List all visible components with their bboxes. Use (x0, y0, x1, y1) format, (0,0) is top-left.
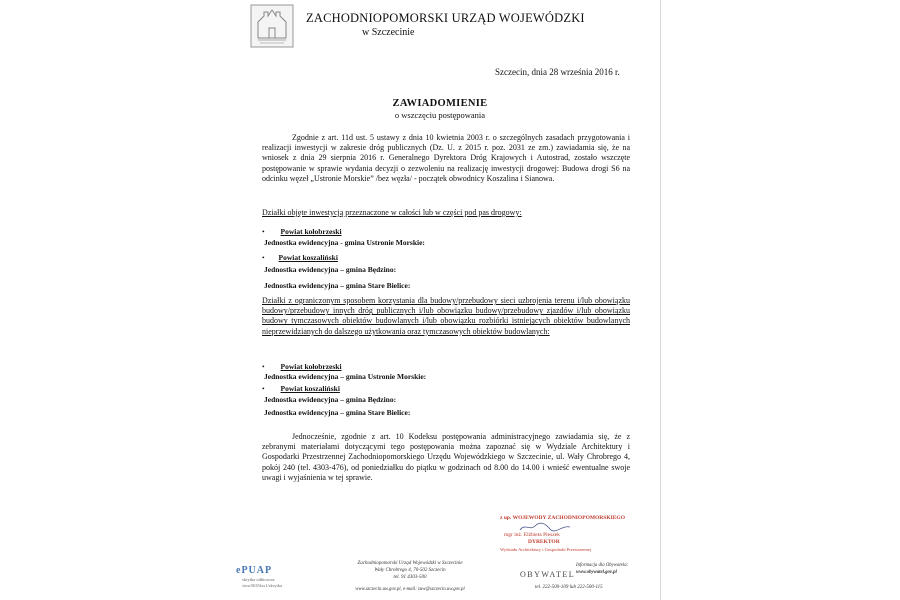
section1-heading: Działki objęte inwestycją przeznaczone w całości lub w części pod pas drogowy: (262, 208, 522, 217)
section1-powiat1-item (262, 227, 342, 236)
obywatel-link[interactable]: www.obywatel.gov.pl (576, 569, 617, 575)
footer-address-line2: Wały Chrobrego 4, 70-502 Szczecin (374, 568, 446, 573)
document-page (230, 0, 650, 600)
footer-address-line1: Zachodniopomorski Urząd Wojewódzki w Szczecinie (357, 561, 463, 566)
section2-ev1: Jednostka ewidencyjna – gmina Ustronie Morskie: (264, 372, 427, 381)
section1-ev1: Jednostka ewidencyjna - gmina Ustronie Morskie: (264, 238, 425, 247)
director-stamp (500, 515, 625, 555)
office-name: ZACHODNIOPOMORSKI URZĄD WOJEWÓDZKI (306, 11, 585, 25)
obywatel-tel: tel. 222-500-109 lub 222-500-115 (535, 585, 603, 590)
intro-paragraph: Zgodnie z art. 11d ust. 5 ustawy z dnia 10 kwietnia 2003 r. o szczególnych zasadach przygotowania i realizacji inwestycji w zakresie dróg publicznych (Dz. U. z 2015 r. poz. 2031 ze zm.) zawiadamia się, że na wniosek z dnia 29 sierpnia 2016 r. Generalnego Dyrektora Dróg Krajowych i Autostrad, zostało wszczęte postępowanie w sprawie wydania decyzji o zezwoleniu na realizację inwestycji drogowej: Budowa drogi S6 na odcinku węzeł „Ustronie Morskie” /bez węzła/ - początek obwodnicy Koszalina i Sianowa. (262, 133, 630, 183)
epuap-info (242, 577, 282, 589)
page-edge-divider (660, 0, 661, 600)
section2-powiat2-name: Powiat koszaliński (280, 384, 340, 393)
footer-address (330, 560, 490, 581)
obywatel-info (576, 563, 628, 576)
stamp-line2: mgr inż. Elżbieta Pieszek (504, 532, 560, 538)
section2-ev2: Jednostka ewidencyjna – gmina Będzino: (264, 395, 397, 404)
footer-web[interactable]: www.szczecin.uw.gov.pl, e-mail: zuw@szczecin.uw.gov.pl (355, 587, 465, 592)
section1-powiat2-name: Powiat koszaliński (278, 253, 338, 262)
coat-of-arms-logo-icon (250, 4, 294, 48)
section1-powiat2-item (262, 253, 338, 262)
epuap-line1: skrytka odbiorcza: (242, 577, 276, 582)
section1-ev3: Jednostka ewidencyjna – gmina Stare Bielice: (264, 281, 411, 290)
stamp-line3: DYREKTOR (528, 539, 560, 545)
document-title: ZAWIADOMIENIE (392, 98, 488, 109)
section2-powiat1-item (262, 362, 342, 371)
bullet-icon: • (262, 253, 265, 262)
bullet-icon: • (262, 362, 265, 371)
section2-ev3: Jednostka ewidencyjna – gmina Stare Bielice: (264, 408, 411, 417)
section1-powiat1-name: Powiat kołobrzeski (280, 227, 342, 236)
footer-address-line3: tel. 91 4303-500 (393, 575, 427, 580)
epuap-line2: /zuw5635fxs1/skrytka (242, 583, 282, 588)
section1-ev2: Jednostka ewidencyjna – gmina Będzino: (264, 265, 397, 274)
obywatel-logo: OBYWATEL (520, 570, 576, 579)
signature-icon (500, 522, 580, 532)
bullet-icon: • (262, 384, 265, 393)
document-subtitle: o wszczęciu postępowania (394, 110, 486, 120)
office-city: w Szczecinie (362, 27, 415, 38)
epuap-logo: ePUAP (236, 565, 273, 576)
section2-powiat1-name: Powiat kołobrzeski (280, 362, 342, 371)
final-paragraph: Jednocześnie, zgodnie z art. 10 Kodeksu postępowania administracyjnego zawiadamia się, że z zebranymi materiałami dotyczącymi tego postępowania można zapoznać się w Wydziale Architektury i Gospodarki Przestrzennej Zachodniopomorskiego Urzędu Wojewódzkiego w Szczecinie, ul. Wały Chrobrego 4, pokój 240 (tel. 4303-476), od poniedziałku do piątku w godzinach od 8.00 do 14.00 i wnieść ewentualne swoje uwagi i wyjaśnienia w tej sprawie. (262, 432, 630, 482)
section2-heading: Działki z ograniczonym sposobem korzystania dla budowy/przebudowy sieci uzbrojenia terenu i/lub obowiązku budowy/przebudowy innych dróg publicznych i/lub obowiązku budowy/przebudowy zjazdów i/lub obowiązku budowy tymczasowych obiektów budowlanych i/lub obowiązku rozbiórki istniejących obiektów budowlanych nieprzewidzianych do dalszego użytkowania oraz tymczasowych obiektów budowlanych: (262, 296, 630, 336)
bullet-icon: • (262, 227, 265, 236)
stamp-line1: z up. WOJEWODY ZACHODNIOPOMORSKIEGO (500, 515, 625, 521)
document-date: Szczecin, dnia 28 września 2016 r. (495, 67, 620, 77)
section2-powiat2-item (262, 384, 340, 393)
stamp-line4: Wydziału Architektury i Gospodarki Przestrzennej (500, 547, 591, 552)
obywatel-info1: Informacja dla Obywatela: (576, 563, 629, 568)
